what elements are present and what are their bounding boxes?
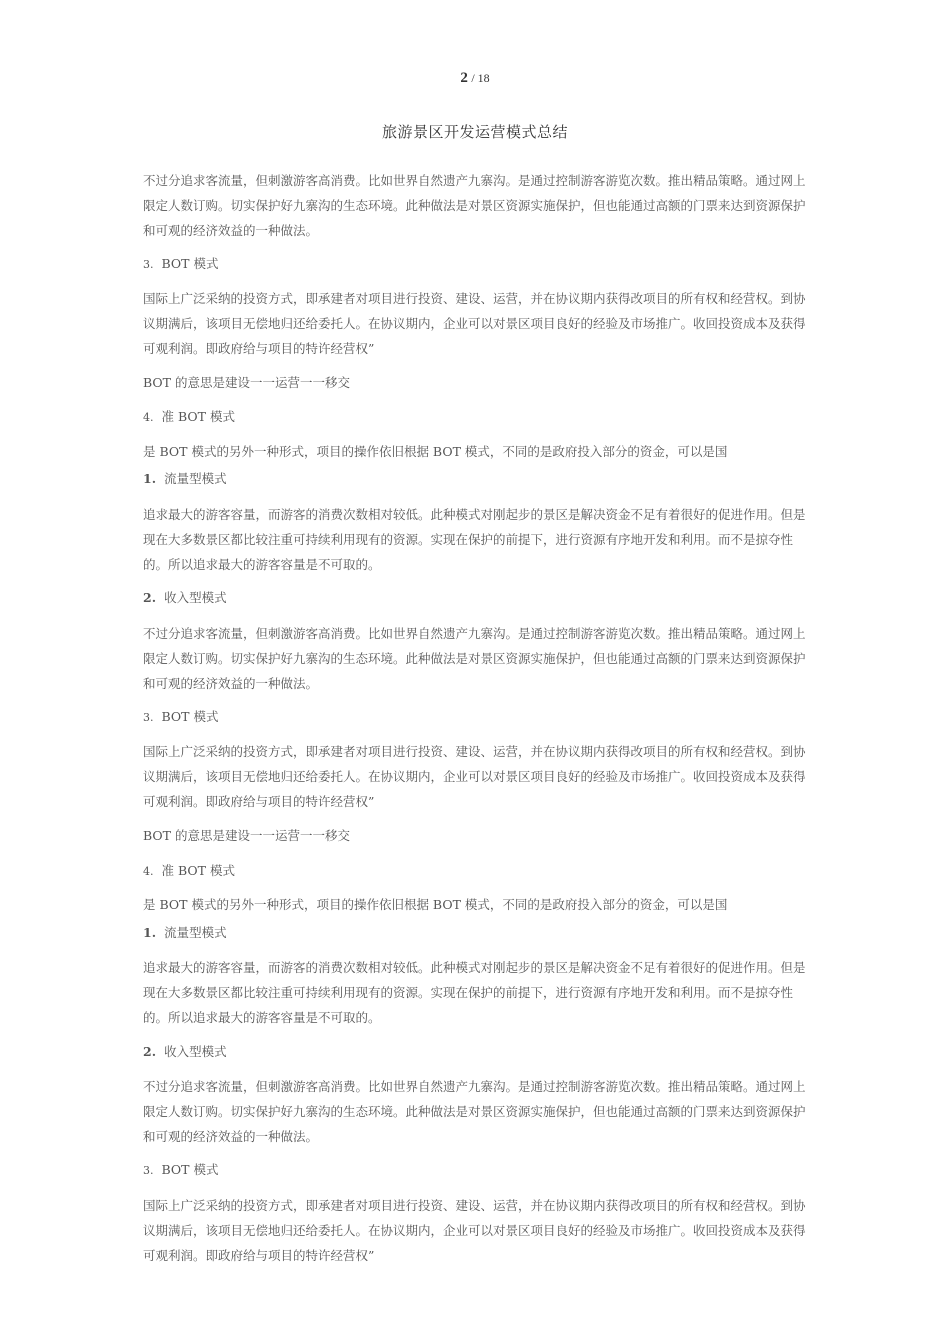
text-line [143, 827, 813, 845]
section-text: BOT 的意思是建设一一运营一一移交 [143, 828, 350, 843]
section-number: 3. [143, 711, 154, 724]
section-text: 收入型模式 [164, 1044, 227, 1059]
section-text: BOT 模式 [161, 1162, 219, 1177]
section-number: 4. [143, 411, 154, 424]
section-text: 收入型模式 [164, 590, 227, 605]
page-number-total: / 18 [471, 71, 490, 85]
body-paragraph: 国际上广泛采纳的投资方式，即承建者对项目进行投资、建设、运营，并在协议期内获得改项目的所有权和经营权。到协议期满后，该项目无偿地归还给委托人。在协议期内，企业可以对景区项目良好的经验及市场推广。收回投资成本及获得可观利润。即政府给与项目的特许经营权” [143, 744, 806, 809]
page-number-current: 2 [460, 70, 468, 86]
body-paragraph: 国际上广泛采纳的投资方式，即承建者对项目进行投资、建设、运营，并在协议期内获得改项目的所有权和经营权。到协议期满后，该项目无偿地归还给委托人。在协议期内，企业可以对景区项目良好的经验及市场推广。收回投资成本及获得可观利润。即政府给与项目的特许经营权” [143, 291, 806, 356]
body-paragraph: 不过分追求客流量，但刺激游客高消费。比如世界自然遗产九寨沟。是通过控制游客游览次数。推出精品策略。通过网上限定人数订购。切实保护好九寨沟的生态环境。此种做法是对景区资源实施保护，但也能通过高额的门票来达到资源保护和可观的经济效益的一种做法。 [143, 626, 806, 691]
section-heading [143, 924, 813, 942]
section-text: BOT 的意思是建设一一运营一一移交 [143, 375, 350, 390]
document-title: 旅游景区开发运营模式总结 [381, 123, 568, 141]
section-number: 1. [143, 471, 157, 486]
section-text: 是 BOT 模式的另外一种形式，项目的操作依旧根据 BOT 模式，不同的是政府投入部分的资金，可以是国 [143, 897, 728, 912]
text-line [143, 374, 813, 392]
section-text: 准 BOT 模式 [161, 863, 235, 878]
section-text: 流量型模式 [164, 925, 227, 940]
section-heading [143, 408, 813, 427]
section-text: BOT 模式 [161, 256, 219, 271]
section-text: 流量型模式 [164, 471, 227, 486]
body-paragraph: 追求最大的游客容量，而游客的消费次数相对较低。此种模式对刚起步的景区是解决资金不足有着很好的促进作用。但是现在大多数景区都比较注重可持续利用现有的资源。实现在保护的前提下，进行资源有序地开发和利用。而不是掠夺性的。所以追求最大的游客容量是不可取的。 [143, 960, 806, 1025]
body-paragraph: 国际上广泛采纳的投资方式，即承建者对项目进行投资、建设、运营，并在协议期内获得改项目的所有权和经营权。到协议期满后，该项目无偿地归还给委托人。在协议期内，企业可以对景区项目良好的经验及市场推广。收回投资成本及获得可观利润。即政府给与项目的特许经营权” [143, 1198, 806, 1263]
text-line [143, 443, 813, 461]
text-line [143, 896, 813, 914]
section-heading [143, 862, 813, 881]
section-heading [143, 255, 813, 274]
body-paragraph: 不过分追求客流量，但刺激游客高消费。比如世界自然遗产九寨沟。是通过控制游客游览次数。推出精品策略。通过网上限定人数订购。切实保护好九寨沟的生态环境。此种做法是对景区资源实施保护，但也能通过高额的门票来达到资源保护和可观的经济效益的一种做法。 [143, 1079, 806, 1144]
section-number: 3. [143, 258, 154, 271]
section-number: 2. [143, 590, 157, 605]
section-text: 准 BOT 模式 [161, 409, 235, 424]
section-text: BOT 模式 [161, 709, 219, 724]
section-number: 2. [143, 1044, 157, 1059]
page-number [0, 70, 950, 87]
body-paragraph: 不过分追求客流量，但刺激游客高消费。比如世界自然遗产九寨沟。是通过控制游客游览次数。推出精品策略。通过网上限定人数订购。切实保护好九寨沟的生态环境。此种做法是对景区资源实施保护，但也能通过高额的门票来达到资源保护和可观的经济效益的一种做法。 [143, 173, 806, 238]
section-text: 是 BOT 模式的另外一种形式，项目的操作依旧根据 BOT 模式，不同的是政府投入部分的资金，可以是国 [143, 444, 728, 459]
section-heading [143, 589, 813, 607]
section-number: 1. [143, 925, 157, 940]
section-heading [143, 1043, 813, 1061]
section-number: 3. [143, 1164, 154, 1177]
section-heading [143, 1161, 813, 1180]
section-heading [143, 470, 813, 488]
section-number: 4. [143, 865, 154, 878]
section-heading [143, 708, 813, 727]
body-paragraph: 追求最大的游客容量，而游客的消费次数相对较低。此种模式对刚起步的景区是解决资金不足有着很好的促进作用。但是现在大多数景区都比较注重可持续利用现有的资源。实现在保护的前提下，进行资源有序地开发和利用。而不是掠夺性的。所以追求最大的游客容量是不可取的。 [143, 507, 806, 572]
